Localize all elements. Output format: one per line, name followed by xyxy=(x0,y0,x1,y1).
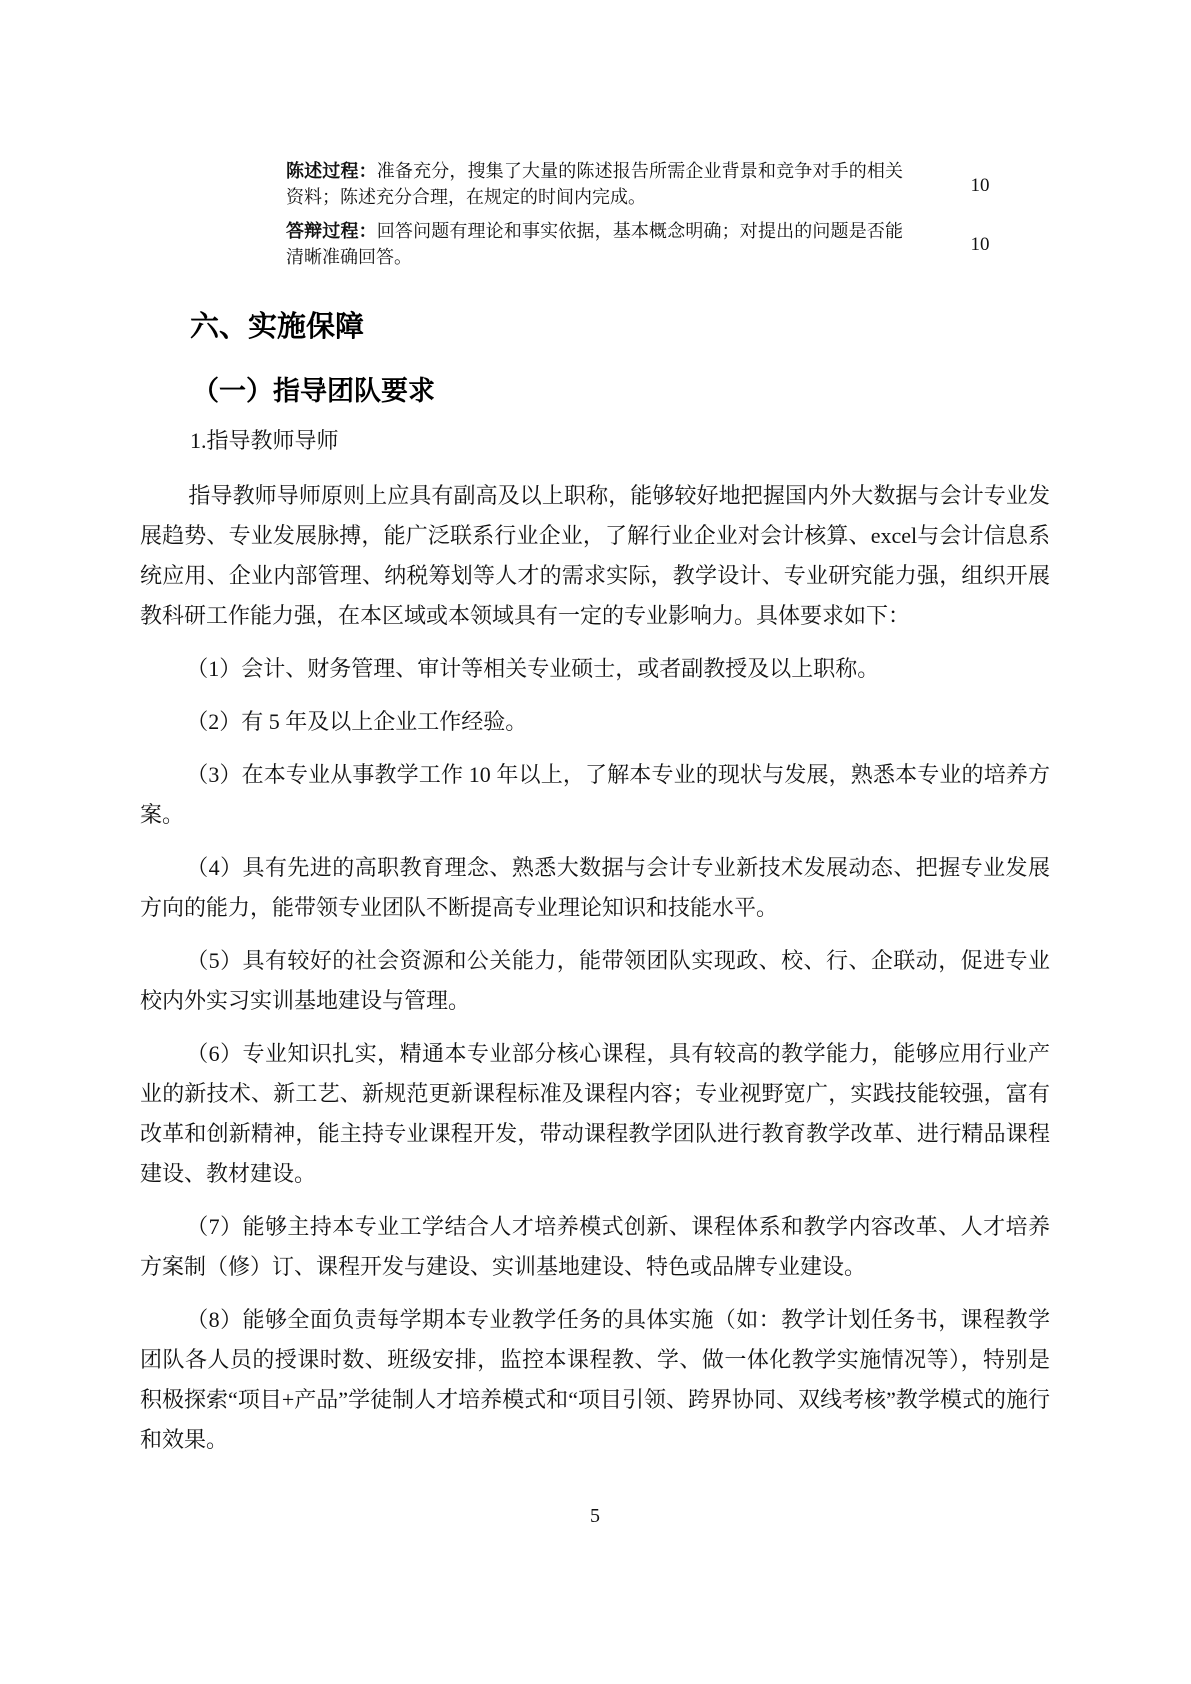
evaluation-table xyxy=(140,156,1050,273)
requirement-item: （8）能够全面负责每学期本专业教学任务的具体实施（如：教学计划任务书，课程教学团队各人员的授课时数、班级安排，监控本课程教、学、做一体化教学实施情况等），特别是积极探索“项目+产品”学徒制人才培养模式和“项目引领、跨界协同、双线考核”教学模式的施行和效果。 xyxy=(140,1307,1050,1452)
score-value-statement: 10 xyxy=(970,175,990,196)
score-cell-statement xyxy=(910,156,1050,216)
requirement-item: （7）能够主持本专业工学结合人才培养模式创新、课程体系和教学内容改革、人才培养方案制（修）订、课程开发与建设、实训基地建设、特色或品牌专业建设。 xyxy=(140,1214,1050,1279)
subsection-heading: （一）指导团队要求 xyxy=(192,376,435,406)
requirement-item: （3）在本专业从事教学工作 10 年以上，了解本专业的现状与发展，熟悉本专业的培养方案。 xyxy=(140,762,1050,827)
merged-empty-cell xyxy=(140,156,277,273)
criteria-label-defense: 答辩过程： xyxy=(286,221,377,241)
intro-paragraph: 指导教师导师原则上应具有副高及以上职称，能够较好地把握国内外大数据与会计专业发展趋势、专业发展脉搏，能广泛联系行业企业，了解行业企业对会计核算、excel与会计信息系统应用、企业内部管理、纳税筹划等人才的需求实际，教学设计、专业研究能力强，组织开展教科研工作能力强，在本区域或本领域具有一定的专业影响力。具体要求如下： xyxy=(140,483,1050,628)
criteria-cell-defense xyxy=(277,216,910,273)
criteria-text-statement: 准备充分，搜集了大量的陈述报告所需企业背景和竞争对手的相关资料；陈述充分合理，在规定的时间内完成。 xyxy=(286,161,904,207)
section-heading: 六、实施保障 xyxy=(190,311,365,343)
page-content xyxy=(140,156,1050,1528)
criteria-cell-statement xyxy=(277,156,910,216)
score-cell-defense xyxy=(910,216,1050,273)
numbered-subheading: 1.指导教师导师 xyxy=(190,428,339,453)
requirement-item: （1）会计、财务管理、审计等相关专业硕士，或者副教授及以上职称。 xyxy=(186,656,880,681)
page-number: 5 xyxy=(590,1505,600,1527)
score-value-defense: 10 xyxy=(970,233,990,255)
requirement-item: （2）有 5 年及以上企业工作经验。 xyxy=(186,709,528,734)
criteria-text-defense: 回答问题有理论和事实依据，基本概念明确；对提出的问题是否能清晰准确回答。 xyxy=(286,221,904,267)
requirement-list xyxy=(140,649,1050,1460)
requirement-item: （6）专业知识扎实，精通本专业部分核心课程，具有较高的教学能力，能够应用行业产业的新技术、新工艺、新规范更新课程标准及课程内容；专业视野宽广，实践技能较强，富有改革和创新精神，能主持专业课程开发，带动课程教学团队进行教育教学改革、进行精品课程建设、教材建设。 xyxy=(140,1041,1050,1186)
requirement-item: （4）具有先进的高职教育理念、熟悉大数据与会计专业新技术发展动态、把握专业发展方向的能力，能带领专业团队不断提高专业理论知识和技能水平。 xyxy=(140,855,1050,920)
criteria-label-statement: 陈述过程： xyxy=(286,161,377,181)
requirement-item: （5）具有较好的社会资源和公关能力，能带领团队实现政、校、行、企联动，促进专业校内外实习实训基地建设与管理。 xyxy=(140,948,1050,1013)
